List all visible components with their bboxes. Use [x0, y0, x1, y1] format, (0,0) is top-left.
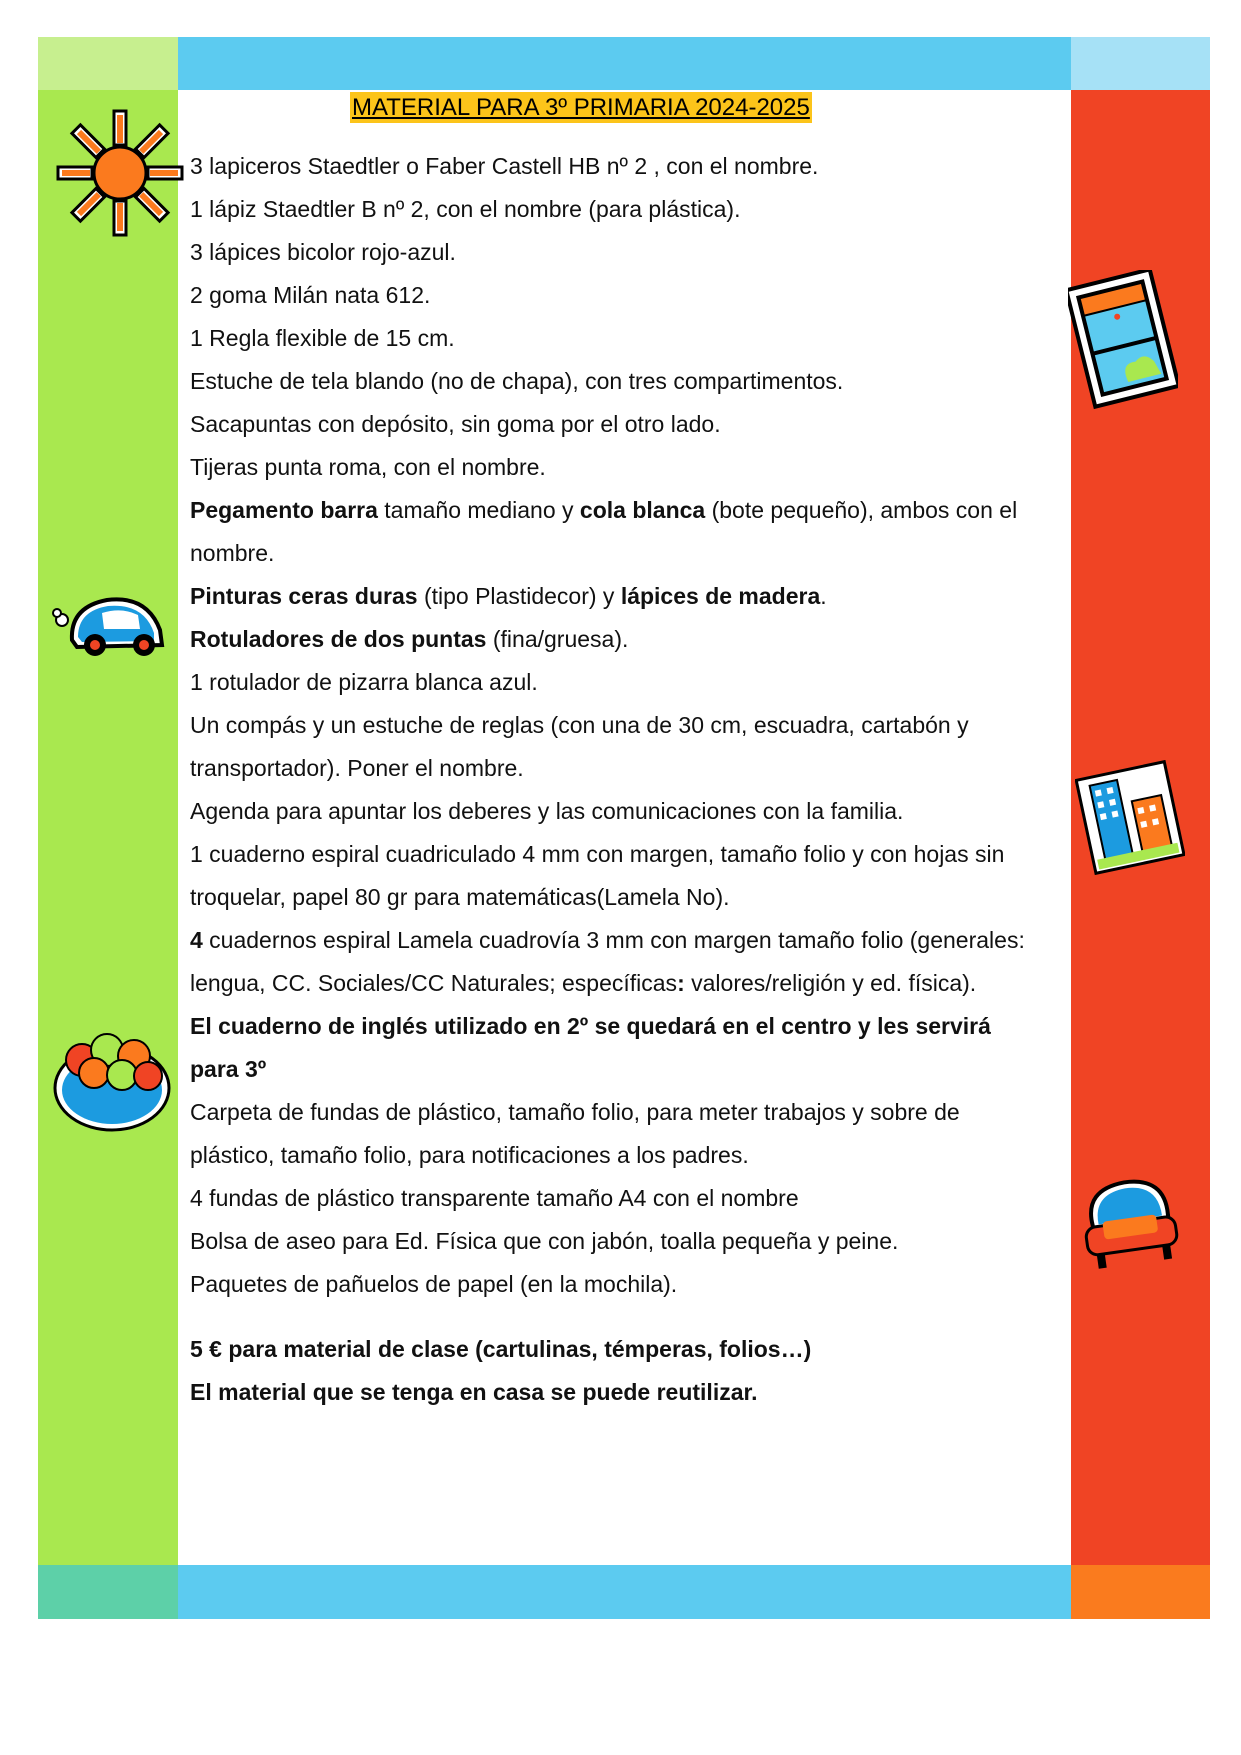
- list-item-text: 4 fundas de plástico transparente tamaño A4 con el nombre: [190, 1185, 799, 1211]
- car-icon: [52, 585, 172, 665]
- list-item-text: 1 Regla flexible de 15 cm.: [190, 325, 455, 351]
- list-item-bold-text: El cuaderno de inglés utilizado en 2º se quedará en el centro y les servirá para 3º: [190, 1013, 991, 1082]
- list-item: [190, 833, 1040, 919]
- list-item-text: (tipo Plastidecor) y: [417, 583, 621, 609]
- list-item-bold-text: Pinturas ceras duras: [190, 583, 418, 609]
- list-item: [190, 1220, 1040, 1263]
- list-item: [190, 188, 1040, 231]
- list-item: [190, 145, 1040, 188]
- list-item-text: 1 cuaderno espiral cuadriculado 4 mm con margen, tamaño folio y con hojas sin troquelar, papel 80 gr para matemáticas(Lamela No).: [190, 841, 1005, 910]
- list-item: [190, 231, 1040, 274]
- list-item: [190, 1177, 1040, 1220]
- list-item-text: 1 lápiz Staedtler B nº 2, con el nombre (para plástica).: [190, 196, 741, 222]
- list-item: [190, 274, 1040, 317]
- list-item: [190, 1005, 1040, 1091]
- list-item-bold-text: Rotuladores de dos puntas: [190, 626, 487, 652]
- list-item-text: Estuche de tela blando (no de chapa), con tres compartimentos.: [190, 368, 844, 394]
- list-item: [190, 360, 1040, 403]
- list-item: [190, 1091, 1040, 1177]
- list-item-text: Carpeta de fundas de plástico, tamaño folio, para meter trabajos y sobre de plástico, tamaño folio, para notificaciones a los padres.: [190, 1099, 960, 1168]
- border-left: [38, 90, 178, 1565]
- list-item-text: cuadernos espiral Lamela cuadrovía 3 mm con margen tamaño folio (generales: lengua, CC. Sociales/CC Naturales; específicas: [190, 927, 1025, 996]
- list-item-bold-text: cola blanca: [579, 497, 706, 523]
- footer-note-reuse: El material que se tenga en casa se puede reutilizar.: [190, 1379, 758, 1405]
- border-top: [178, 37, 1071, 90]
- list-item: [190, 618, 1040, 661]
- border-corner-bottom-left: [38, 1565, 178, 1619]
- list-item-text: (fina/gruesa).: [486, 626, 629, 652]
- page-title: MATERIAL PARA 3º PRIMARIA 2024-2025: [352, 94, 810, 121]
- window-icon: [1068, 270, 1178, 410]
- list-item: [190, 446, 1040, 489]
- list-item: [190, 317, 1040, 360]
- list-item-text: 2 goma Milán nata 612.: [190, 282, 431, 308]
- border-corner-top-left: [38, 37, 178, 90]
- building-icon: [1075, 760, 1185, 875]
- border-corner-top-right: [1071, 37, 1210, 90]
- list-item: [190, 1263, 1040, 1306]
- list-item-bold-text: lápices de madera: [620, 583, 821, 609]
- border-corner-bottom-right: [1071, 1565, 1210, 1619]
- list-item-text: 3 lápices bicolor rojo-azul.: [190, 239, 456, 265]
- list-item-text: valores/religión y ed. física).: [684, 970, 977, 996]
- list-item-text: 1 rotulador de pizarra blanca azul.: [190, 669, 538, 695]
- border-bottom: [178, 1565, 1071, 1619]
- list-item-text: Tijeras punta roma, con el nombre.: [190, 454, 546, 480]
- material-list: [190, 145, 1040, 1414]
- list-item: [190, 489, 1040, 575]
- list-item: [190, 704, 1040, 790]
- list-item: [190, 661, 1040, 704]
- list-item-text: (bote pequeño), ambos con el nombre.: [190, 497, 1018, 566]
- list-item-text: .: [820, 583, 827, 609]
- list-item-text: Agenda para apuntar los deberes y las comunicaciones con la familia.: [190, 798, 904, 824]
- list-item-text: Sacapuntas con depósito, sin goma por el otro lado.: [190, 411, 721, 437]
- list-item: [190, 403, 1040, 446]
- list-item-bold-text: :: [677, 970, 685, 996]
- list-item: [190, 575, 1040, 618]
- spacer: [190, 1306, 1040, 1328]
- list-item-bold-text: 4: [190, 927, 203, 953]
- list-item-text: tamaño mediano y: [377, 497, 580, 523]
- fruit-bowl-icon: [52, 1018, 177, 1133]
- list-item-text: 3 lapiceros Staedtler o Faber Castell HB nº 2 , con el nombre.: [190, 153, 819, 179]
- list-item-text: Bolsa de aseo para Ed. Física que con jabón, toalla pequeña y peine.: [190, 1228, 899, 1254]
- list-item-text: Paquetes de pañuelos de papel (en la mochila).: [190, 1271, 678, 1297]
- sun-icon: [55, 108, 185, 238]
- footer-note-fee: 5 € para material de clase (cartulinas, témperas, folios…): [190, 1336, 812, 1362]
- list-item-bold-text: Pegamento barra: [190, 497, 378, 523]
- armchair-icon: [1075, 1170, 1185, 1280]
- list-item: [190, 919, 1040, 1005]
- list-item: [190, 790, 1040, 833]
- list-item-text: Un compás y un estuche de reglas (con una de 30 cm, escuadra, cartabón y transportador). Poner el nombre.: [190, 712, 969, 781]
